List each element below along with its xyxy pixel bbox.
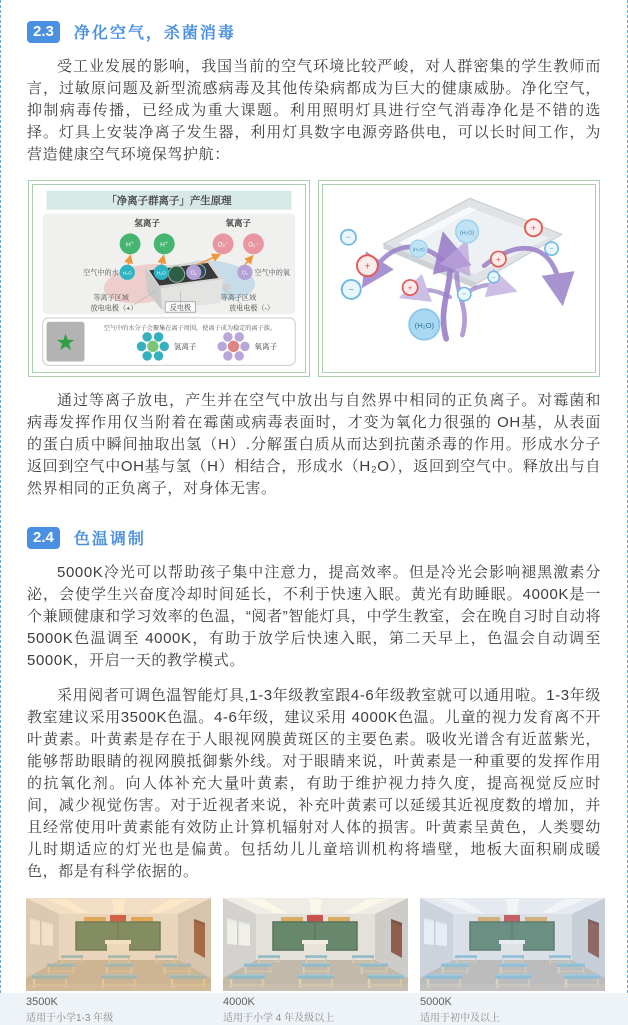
ceiling-panel <box>384 198 562 289</box>
classroom-photo-5000k[interactable] <box>420 898 605 991</box>
classroom-photo-3500k[interactable] <box>26 898 211 991</box>
photo-caption: 适用于初中及以上 <box>420 1013 500 1024</box>
lamp-ion-illustration <box>323 185 595 372</box>
cluster-oxygen-label: 氧离子 <box>254 342 278 352</box>
h2o-label: H₂O <box>156 271 166 277</box>
diagram-title: 「净离子群离子」产生原理 <box>106 195 232 207</box>
plasma-region-left-label: 等离子区域 <box>93 293 129 302</box>
classroom-scene <box>223 898 408 991</box>
h-plus-label: H⁺ <box>160 241 169 249</box>
minus-sign: − <box>345 232 351 243</box>
h2o-small-label: (H₂O) <box>459 230 475 237</box>
o2-label: O₂ <box>190 270 197 277</box>
counter-electrode-label: 反电极 <box>169 303 192 312</box>
paragraph-plasma-discharge: 通过等离子放电，产生并在空气中放出与自然界中相同的正负离子。对霉菌和病毒发挥作用仅当附着在霉菌或病毒表面时，才变为氧化力很强的 OH基，从表面的蛋白质中瞬间抽取出氢（H）.分解蛋白质从而达到抗菌杀毒的作用。形成水分子返回到空气中OH基与氢（H）相结合，形成水（H₂O），返回到空气中。释放出与自然界相同的正负离子，对身体无害。 <box>27 392 601 497</box>
lamp-ion-figure[interactable] <box>318 180 600 377</box>
cluster-hydrogen-label: 氢离子 <box>173 342 197 352</box>
color-temp-label: 4000K <box>223 996 255 1008</box>
color-temp-label: 3500K <box>26 996 58 1008</box>
plasma-region-right-label: 等离子区域 <box>220 293 257 302</box>
color-temp-label: 5000K <box>420 996 452 1008</box>
o2-label: O₂ <box>241 270 248 277</box>
classroom-card-3500k <box>26 898 211 1025</box>
classroom-photos-row <box>26 898 602 1025</box>
classroom-photo-4000k[interactable] <box>223 898 408 991</box>
minus-sign: − <box>549 244 554 254</box>
ion-cluster-note: 空气中的水分子会聚集在离子周围，使离子成为稳定的离子族。 <box>103 325 277 333</box>
classroom-card-5000k <box>420 898 605 1025</box>
electrode-positive-label: 放电电极（+） <box>90 304 138 313</box>
section-title: 净化空气，杀菌消毒 <box>73 25 236 42</box>
h2o-large-label: (H₂O) <box>414 320 435 330</box>
section-number-badge: 2.3 <box>27 21 60 43</box>
hydrogen-ion-title: 氢离子 <box>134 217 160 228</box>
classroom-card-4000k <box>223 898 408 1025</box>
plus-sign: + <box>364 261 371 273</box>
oxygen-in-air-label: 空气中的氧 <box>254 269 290 278</box>
section-2-4-header <box>27 526 627 549</box>
classroom-scene <box>420 898 605 991</box>
ion-principle-figure[interactable] <box>28 180 310 377</box>
h2o-label: H₂O <box>122 271 132 277</box>
oxygen-ion-title: 氧离子 <box>225 217 252 228</box>
plus-sign: + <box>530 223 537 235</box>
paragraph-color-temperature: 5000K冷光可以帮助孩子集中注意力，提高效率。但是冷光会影响褪黑激素分泌，会使学生兴奋度冷却时间延长，不利于快速入眠。黄光有助睡眠。4000K是一个兼顾健康和学习效率的色温，“阅者”智能灯具，中学生教室，会在晚自习时自动将 5000K色温调至 4000K，有助于放学后快速入眠，第二天早上，色温会自动调至 5000K，开启一天的教学模式。 <box>27 564 601 669</box>
minus-sign: − <box>491 274 496 282</box>
ion-principle-diagram <box>33 185 305 372</box>
h2o-small-label: (H₂O) <box>412 247 425 253</box>
photo-caption: 适用于小学1-3 年级 <box>26 1013 114 1024</box>
lamp-ion-figure-inner <box>322 184 596 373</box>
ion-figures-row <box>28 180 600 377</box>
paragraph-lutein: 采用阅者可调色温智能灯具,1-3年级教室跟4-6年级教室就可以通用啦。1-3年级教室建议采用3500K色温。4-6年级，建议采用 4000K色温。儿童的视力发育离不开叶黄素。叶黄素是存在于人眼视网膜黄斑区的主要色素。吸收光谱含有近蓝紫光，能够帮助眼睛的视网膜抵御紫外线。对于眼睛来说，叶黄素是一种重要的发挥作用的抗氧化剂。向人体补充大量叶黄素，有助于维护视力持久度，提高视觉反应时间，减少视觉伤害。对于近视者来说，补充叶黄素可以延缓其近视度数的增加，并且经常使用叶黄素能有效防止计算机辐射对人体的损害。叶黄素呈黄色，人类婴幼儿时期适应的灯光也是偏黄。包括幼儿儿童培训机构将墙壁，地板大面积刷成暖色，都是有科学依据的。 <box>27 687 601 880</box>
o2-minus-label: O₂⁻ <box>248 241 259 249</box>
minus-sign: − <box>348 284 355 296</box>
ion-principle-figure-inner <box>32 184 306 373</box>
minus-sign: − <box>462 289 467 299</box>
star-icon: ★ <box>55 329 76 356</box>
section-number-badge: 2.4 <box>27 527 60 549</box>
section-2-3-header <box>27 0 627 43</box>
plus-sign: + <box>495 253 501 264</box>
o2-minus-label: O₂⁻ <box>217 241 229 249</box>
electrode-negative-label: 放电电极（-） <box>229 304 275 313</box>
photo-caption: 适用于小学 4 年及级以上 <box>223 1013 335 1024</box>
h-plus-label: H⁺ <box>125 241 135 249</box>
water-in-air-label: 空气中的水 <box>83 269 119 278</box>
section-title: 色温调制 <box>73 531 146 548</box>
plus-sign: + <box>407 282 413 293</box>
classroom-scene <box>26 898 211 991</box>
paragraph-air-purification-intro: 受工业发展的影响，我国当前的空气环境比较严峻，对人群密集的学生教师而言，过敏原问题及新型流感病毒及其他传染病都成为巨大的健康威胁。净化空气，抑制病毒传播，已经成为重大课题。利用照明灯具进行空气消毒净化是不错的选择。灯具上安装净离子发生器，利用灯具数字电源旁路供电，可以长时间工作，为营造健康空气环境保驾护航： <box>27 58 601 163</box>
